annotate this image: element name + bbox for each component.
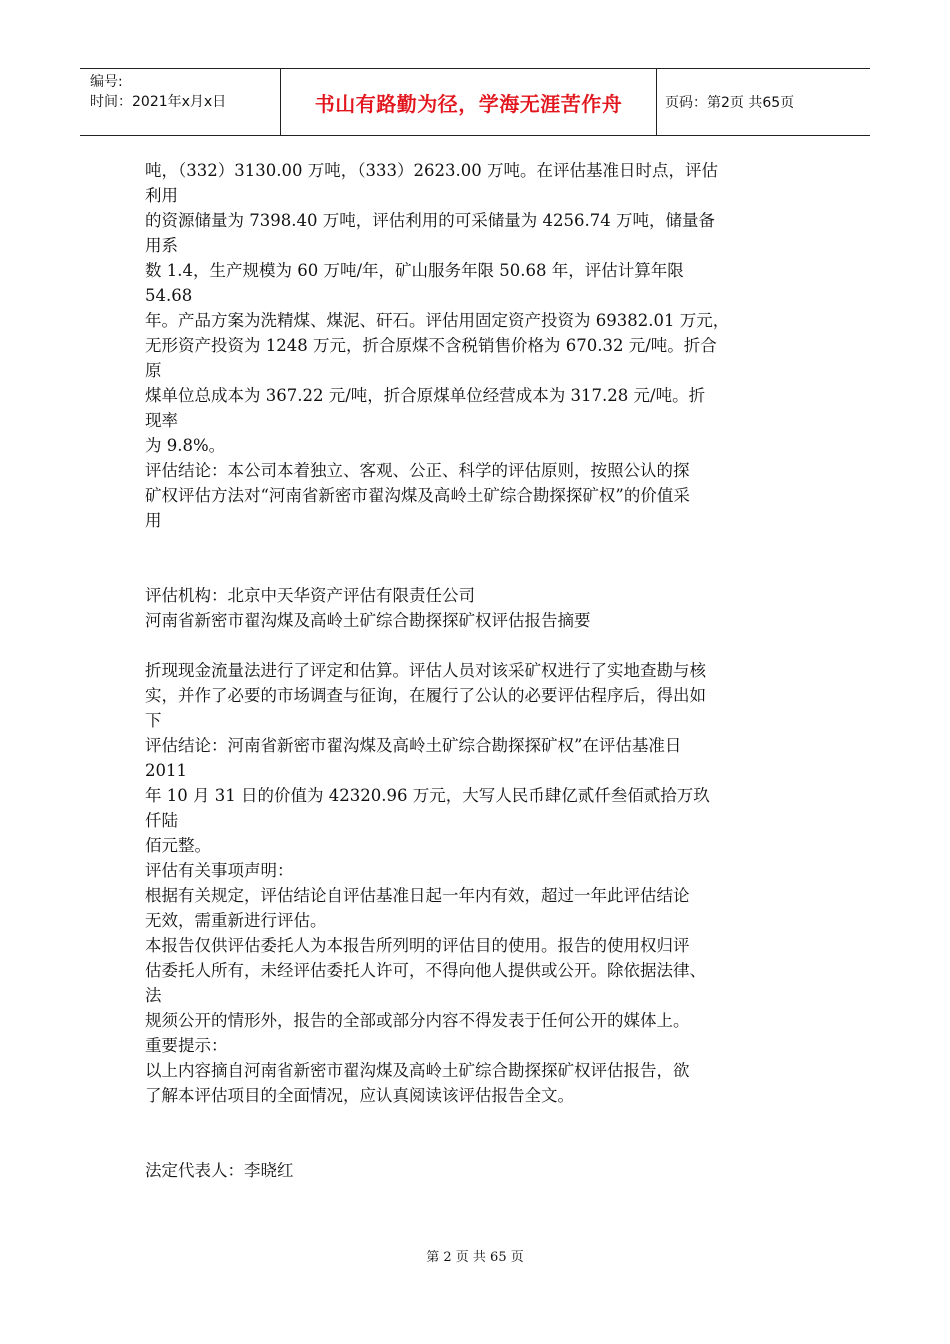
body-text-line: 规须公开的情形外，报告的全部或部分内容不得发表于任何公开的媒体上。 [145,1011,690,1030]
blank-line [145,1108,805,1133]
blank-line [145,633,805,658]
body-text-line: 煤单位总成本为 367.22 元/吨，折合原煤单位经营成本为 317.28 元/吨。折 [145,386,706,405]
body-text-line: 现率 [145,411,178,430]
body-text-line: 实，并作了必要的市场调查与征询，在履行了公认的必要评估程序后，得出如 [145,686,706,705]
body-text-line: 利用 [145,186,178,205]
body-text-line: 法 [145,986,162,1005]
body-text-line: 了解本评估项目的全面情况，应认真阅读该评估报告全文。 [145,1086,574,1105]
page-footer: 第 2 页 共 65 页 [426,1250,524,1265]
body-text-line: 的资源储量为 7398.40 万吨，评估利用的可采储量为 4256.74 万吨，储量备 [145,211,715,230]
body-text-line: 无效，需重新进行评估。 [145,911,327,930]
header-meta [80,69,281,135]
body-text-line: 估委托人所有，未经评估委托人许可，不得向他人提供或公开。除依据法律、 [145,961,706,980]
body-text-line: 数 1.4，生产规模为 60 万吨/年，矿山服务年限 50.68 年，评估计算年限 [145,261,684,280]
page-header [80,68,870,136]
body-text-line: 河南省新密市翟沟煤及高岭土矿综合勘探探矿权评估报告摘要 [145,611,591,630]
body-text-line: 仟陆 [145,811,178,830]
body-text-line: 评估有关事项声明： [145,861,294,880]
body-text-line: 法定代表人：李晓红 [145,1161,294,1180]
body-text-line: 评估结论：本公司本着独立、客观、公正、科学的评估原则，按照公认的探 [145,461,690,480]
document-number-label: 编号: [90,74,123,90]
body-text-line: 以上内容摘自河南省新密市翟沟煤及高岭土矿综合勘探探矿权评估报告，欲 [145,1061,690,1080]
body-text-line: 评估机构：北京中天华资产评估有限责任公司 [145,586,475,605]
body-text-line: 下 [145,711,162,730]
body-text-line: 吨，（332）3130.00 万吨，（333）2623.00 万吨。在评估基准日时点，评估 [145,161,718,180]
body-text-line: 本报告仅供评估委托人为本报告所列明的评估目的使用。报告的使用权归评 [145,936,690,955]
body-text-line: 为 9.8%。 [145,436,226,455]
body-text-line: 重要提示： [145,1036,228,1055]
body-text-line: 年。产品方案为洗精煤、煤泥、矸石。评估用固定资产投资为 69382.01 万元， [145,311,730,330]
blank-line [145,1133,805,1158]
blank-line [145,558,805,583]
body-text-line: 评估结论：河南省新密市翟沟煤及高岭土矿综合勘探探矿权”在评估基准日 [145,736,682,755]
body-text-line: 年 10 月 31 日的价值为 42320.96 万元，大写人民币肆亿贰仟叁佰贰拾万玖 [145,786,710,805]
body-text-line: 54.68 [145,286,193,305]
body-text-line: 佰元整。 [145,836,211,855]
body-text-line: 原 [145,361,162,380]
body-text-line: 根据有关规定，评估结论自评估基准日起一年内有效，超过一年此评估结论 [145,886,690,905]
blank-line [145,533,805,558]
document-time-label: 时间：2021年x月x日 [90,94,227,110]
header-page-number: 页码：第2页 共65页 [665,95,795,111]
document-body [145,158,805,1183]
header-motto: 书山有路勤为径，学海无涯苦作舟 [281,69,657,135]
body-text-line: 2011 [145,761,187,780]
body-text-line: 矿权评估方法对“河南省新密市翟沟煤及高岭土矿综合勘探探矿权”的价值采 [145,486,690,505]
body-text-line: 用 [145,511,162,530]
body-text-line: 无形资产投资为 1248 万元，折合原煤不含税销售价格为 670.32 元/吨。折合 [145,336,717,355]
body-text-line: 折现现金流量法进行了评定和估算。评估人员对该采矿权进行了实地查勘与核 [145,661,706,680]
body-text-line: 用系 [145,236,178,255]
